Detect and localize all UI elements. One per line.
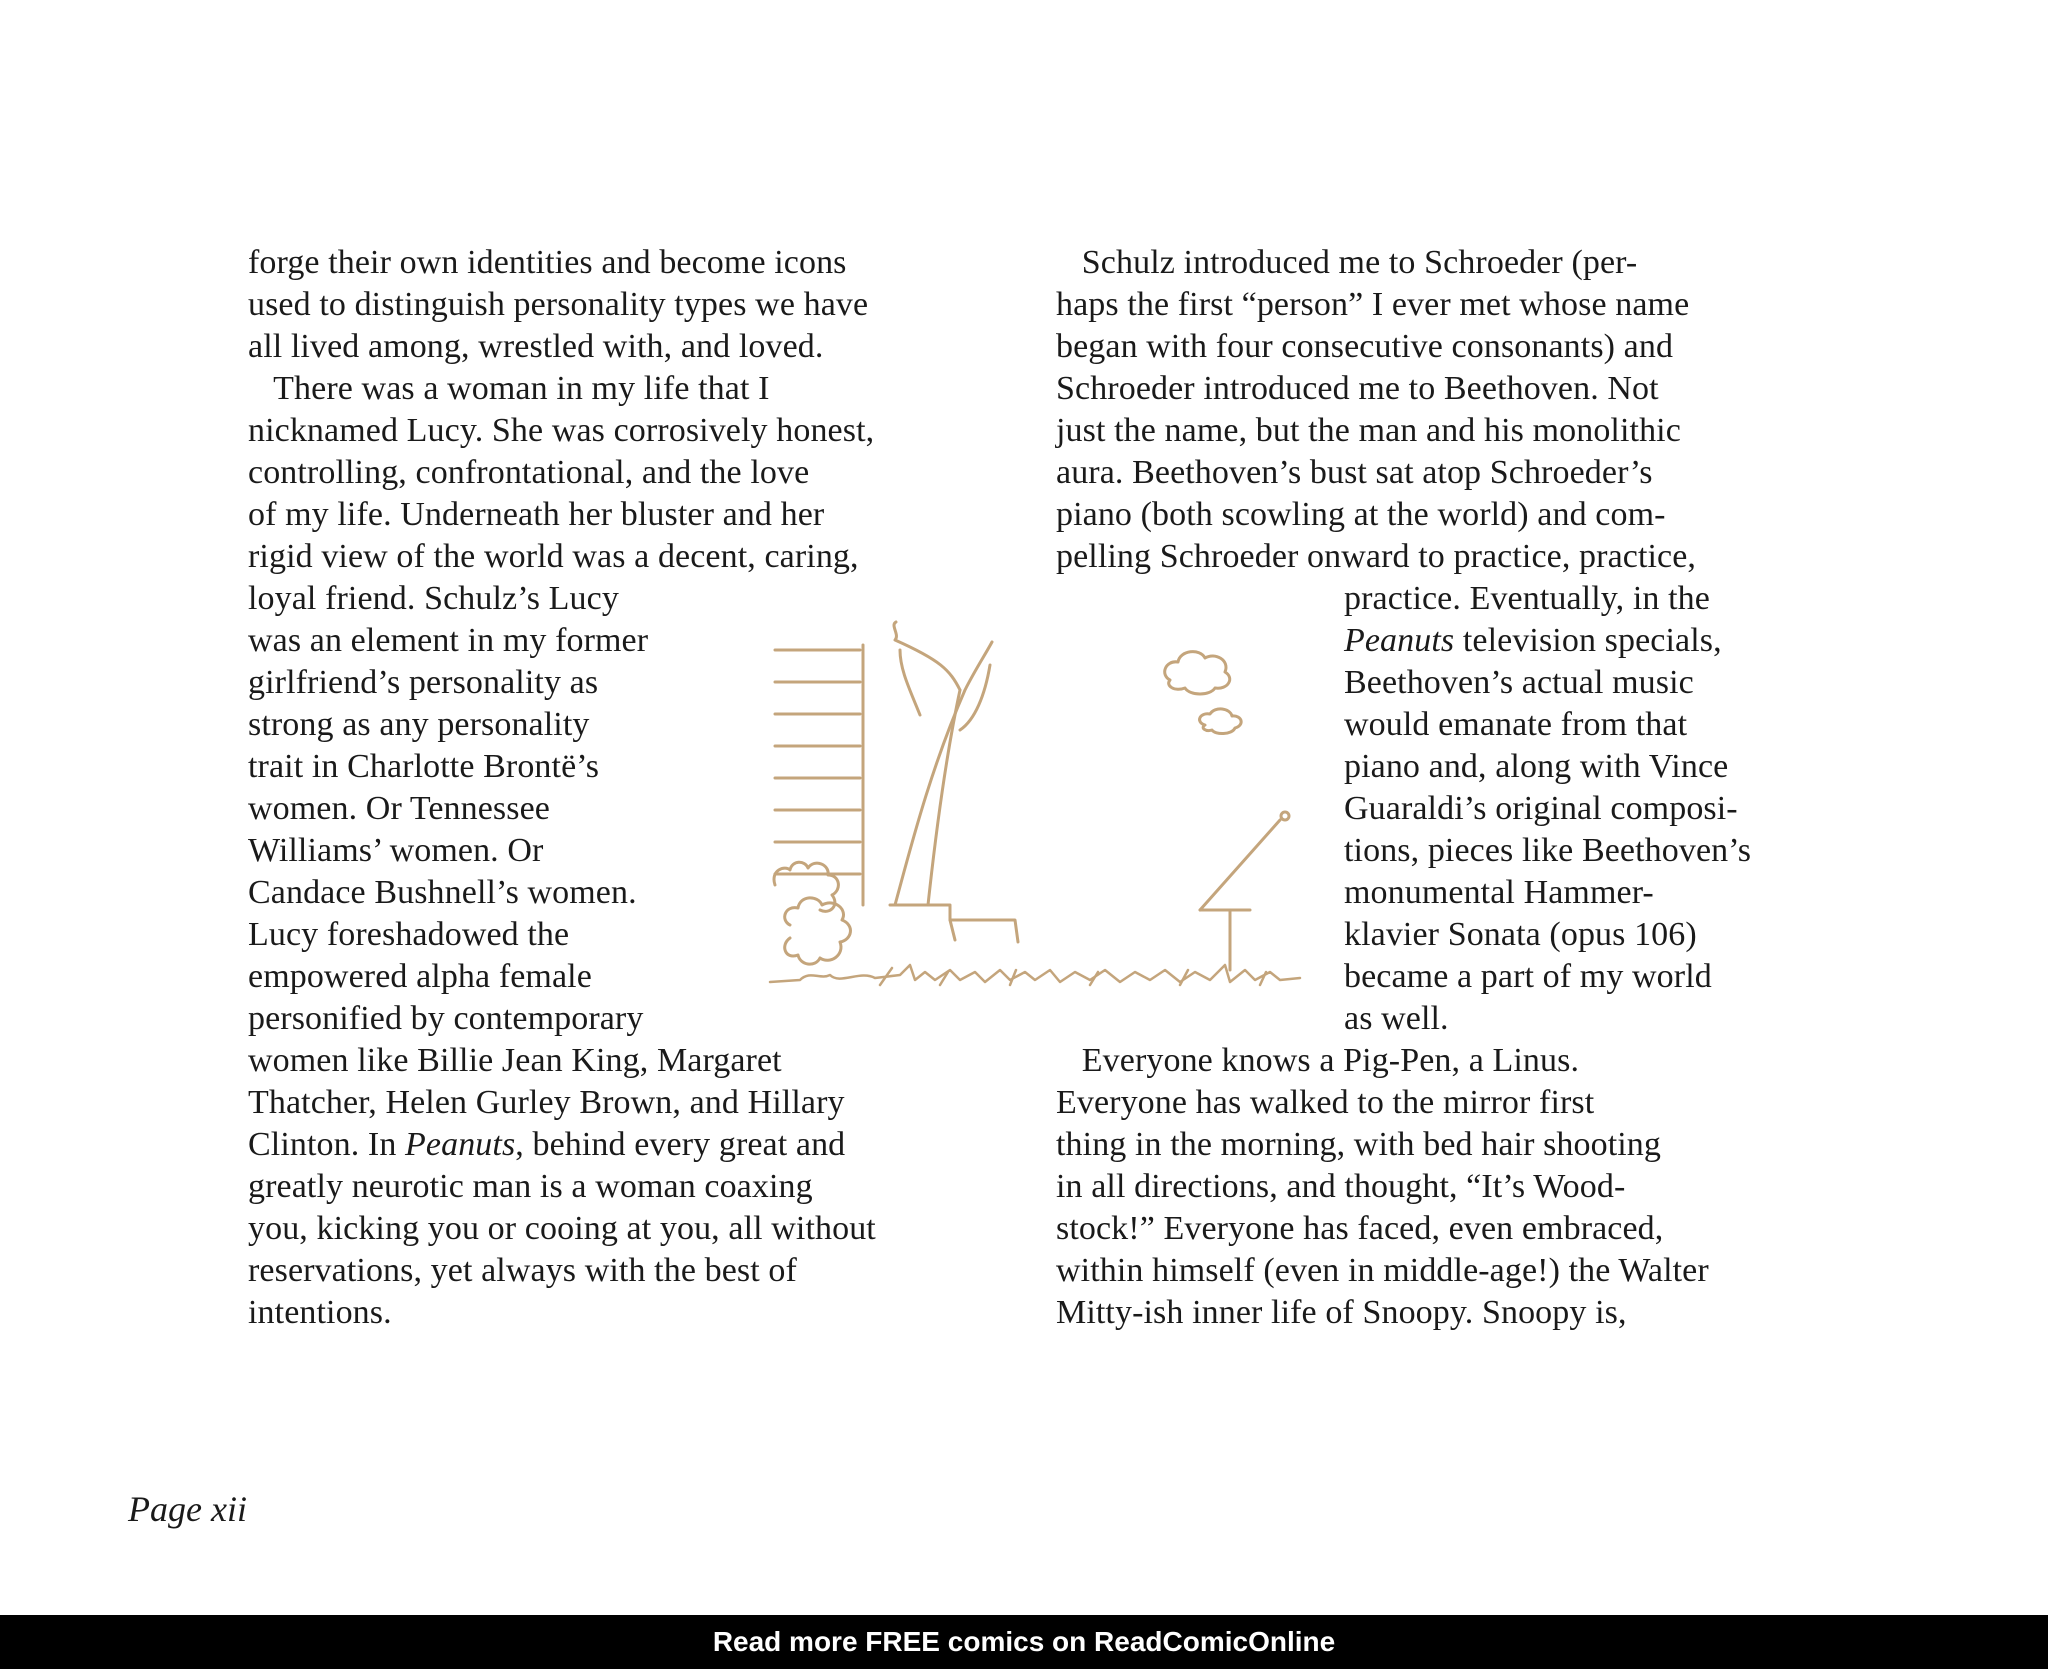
page-number: Page xii	[128, 1489, 247, 1529]
text-line: Everyone knows a Pig-Pen, a Linus.	[1056, 1042, 1580, 1079]
text-line: rigid view of the world was a decent, caring,	[248, 538, 859, 575]
tree-drawing	[890, 622, 1018, 942]
text-line: loyal friend. Schulz’s Lucy	[248, 580, 619, 617]
text-line: personified by contemporary	[248, 1000, 644, 1037]
text-line: reservations, yet always with the best of	[248, 1252, 797, 1289]
text-line: you, kicking you or cooing at you, all without	[248, 1210, 876, 1247]
text-line: tions, pieces like Beethoven’s	[1344, 832, 1752, 869]
text-line: was an element in my former	[248, 622, 649, 659]
text-line: all lived among, wrestled with, and loved.	[248, 328, 824, 365]
text-line: monumental Hammer-	[1344, 874, 1654, 911]
text-line: Thatcher, Helen Gurley Brown, and Hillary	[248, 1084, 845, 1121]
text-line: girlfriend’s personality as	[248, 664, 599, 701]
schroeder-scene-illustration	[760, 620, 1320, 1010]
text-line	[248, 1124, 845, 1166]
text-segment: , behind every great and	[515, 1126, 846, 1163]
text-line: aura. Beethoven’s bust sat atop Schroeder’s	[1056, 454, 1653, 491]
text-line: nicknamed Lucy. She was corrosively honest,	[248, 412, 875, 449]
text-line: stock!” Everyone has faced, even embraced,	[1056, 1210, 1664, 1247]
text-line: piano (both scowling at the world) and com-	[1056, 496, 1666, 533]
text-line: Schroeder introduced me to Beethoven. Not	[1056, 370, 1659, 407]
fence-drawing	[775, 645, 863, 905]
text-line: thing in the morning, with bed hair shooting	[1056, 1126, 1662, 1163]
italic-title: Peanuts	[1344, 622, 1455, 659]
text-line: Everyone has walked to the mirror first	[1056, 1084, 1595, 1121]
text-line: intentions.	[248, 1294, 392, 1331]
text-line: would emanate from that	[1344, 706, 1688, 743]
text-line: Candace Bushnell’s women.	[248, 874, 637, 911]
text-line: piano and, along with Vince	[1344, 748, 1729, 785]
text-line: klavier Sonata (opus 106)	[1344, 916, 1697, 953]
text-line: in all directions, and thought, “It’s Wood-	[1056, 1168, 1626, 1205]
promo-banner-link[interactable]: Read more FREE comics on ReadComicOnline	[712, 1626, 1336, 1657]
text-line: haps the first “person” I ever met whose name	[1056, 286, 1690, 323]
text-line: used to distinguish personality types we have	[248, 286, 869, 323]
text-segment: Clinton. In	[248, 1126, 406, 1163]
text-line: just the name, but the man and his monolithic	[1056, 412, 1681, 449]
text-line: began with four consecutive consonants) and	[1056, 328, 1674, 365]
text-line: Beethoven’s actual music	[1344, 664, 1694, 701]
text-line: Mitty-ish inner life of Snoopy. Snoopy is,	[1056, 1294, 1627, 1331]
text-line	[1344, 620, 1722, 662]
text-line: of my life. Underneath her bluster and her	[248, 496, 825, 533]
text-line: as well.	[1344, 1000, 1449, 1037]
text-line: within himself (even in middle-age!) the Walter	[1056, 1252, 1709, 1289]
text-line: women like Billie Jean King, Margaret	[248, 1042, 782, 1079]
text-segment: television specials,	[1454, 622, 1722, 659]
text-line: Schulz introduced me to Schroeder (per-	[1056, 244, 1638, 281]
text-line: women. Or Tennessee	[248, 790, 550, 827]
clouds-drawing	[1165, 652, 1241, 734]
toy-piano-drawing	[1200, 812, 1289, 970]
text-line: strong as any personality	[248, 706, 590, 743]
text-line: Williams’ women. Or	[248, 832, 544, 869]
italic-title: Peanuts	[405, 1126, 516, 1163]
grass-drawing	[770, 965, 1300, 985]
promo-banner	[0, 1615, 2048, 1669]
text-line: pelling Schroeder onward to practice, practice,	[1056, 538, 1697, 575]
text-line: Lucy foreshadowed the	[248, 916, 570, 953]
text-line: Guaraldi’s original composi-	[1344, 790, 1738, 827]
text-line: trait in Charlotte Brontë’s	[248, 748, 600, 785]
bushes-drawing	[774, 862, 850, 964]
text-line: empowered alpha female	[248, 958, 592, 995]
text-line: forge their own identities and become icons	[248, 244, 847, 281]
text-line: There was a woman in my life that I	[248, 370, 770, 407]
text-line: practice. Eventually, in the	[1344, 580, 1710, 617]
text-line: controlling, confrontational, and the love	[248, 454, 810, 491]
text-line: greatly neurotic man is a woman coaxing	[248, 1168, 813, 1205]
text-line: became a part of my world	[1344, 958, 1712, 995]
